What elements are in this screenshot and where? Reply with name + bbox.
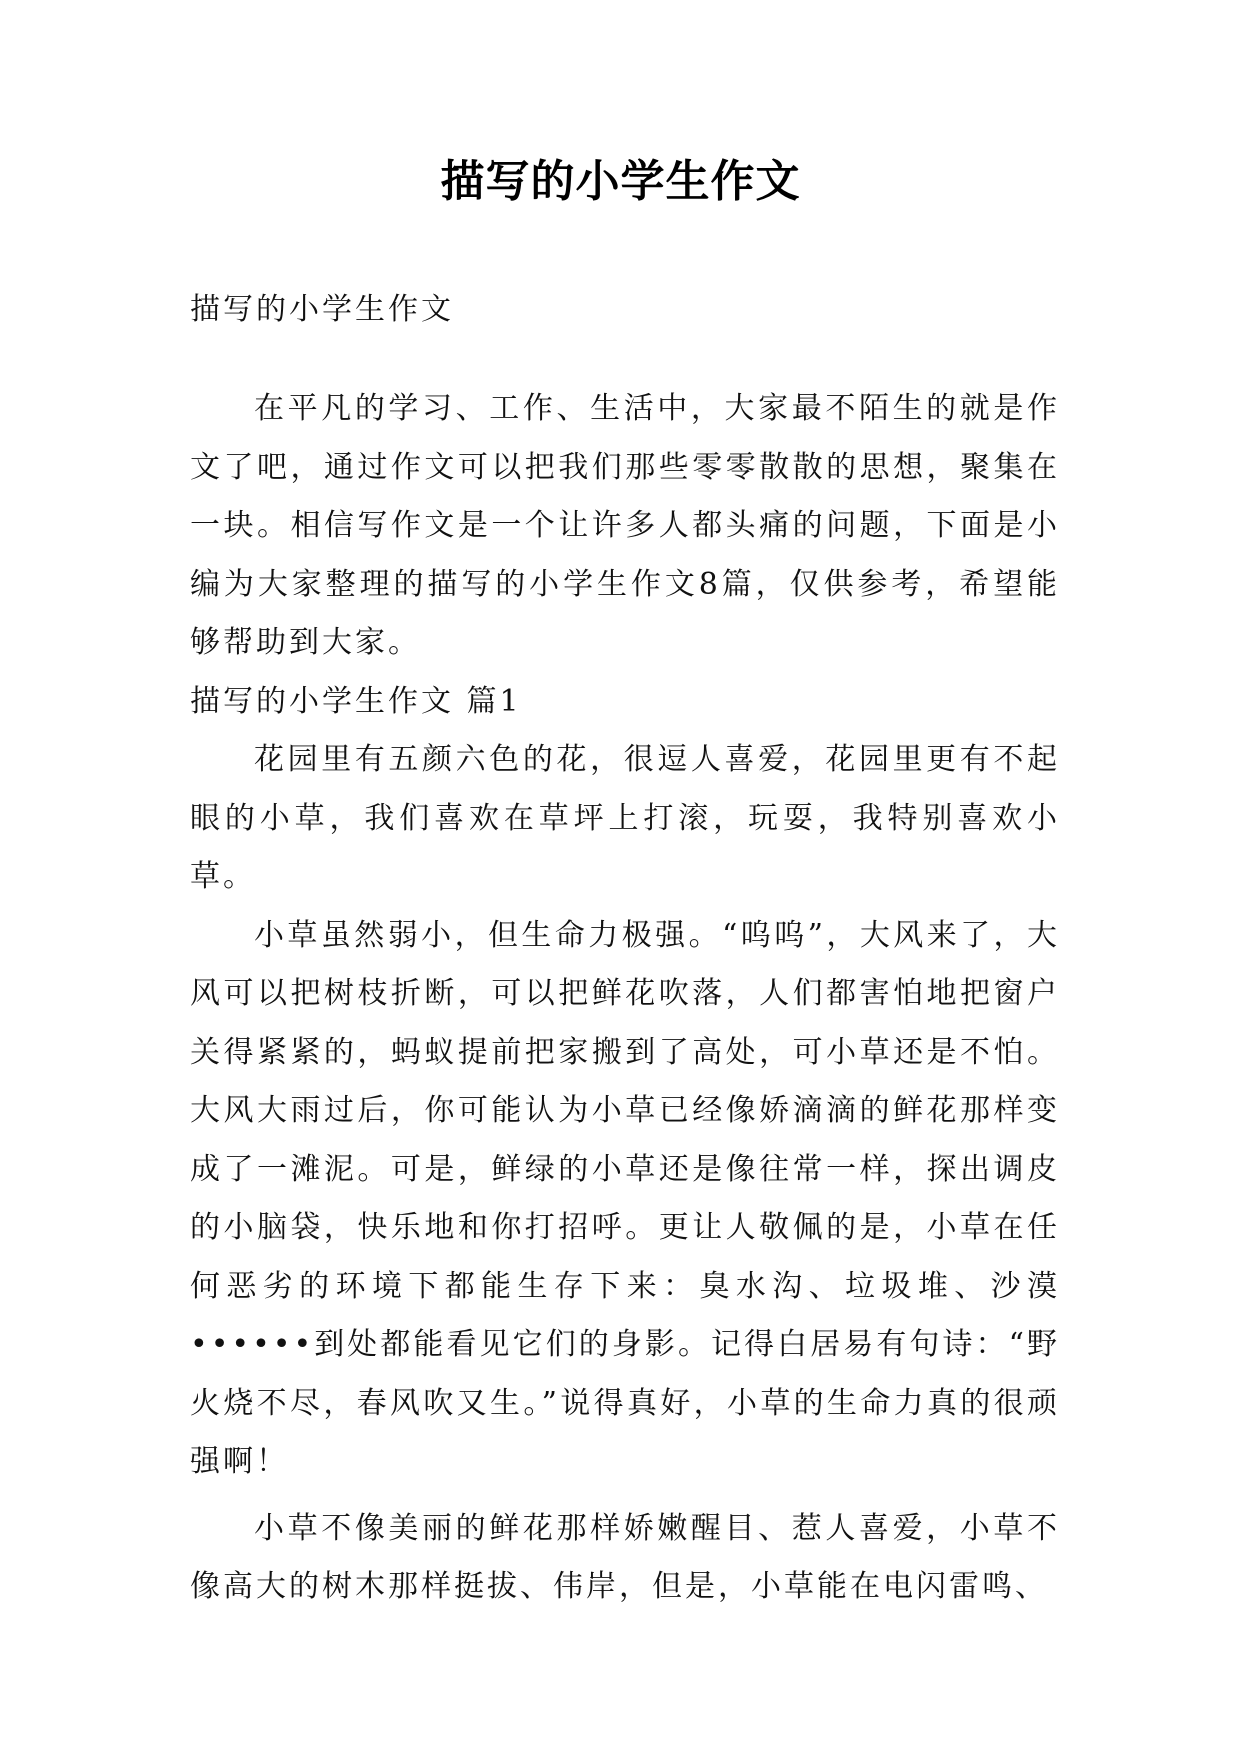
document-body <box>190 290 1060 1617</box>
intro-paragraph: 在平凡的学习、工作、生活中，大家最不陌生的就是作文了吧，通过作文可以把我们那些零零散散的思想，聚集在一块。相信写作文是一个让许多人都头痛的问题，下面是小编为大家整理的描写的小学生作文8篇，仅供参考，希望能够帮助到大家。 <box>190 391 1060 660</box>
section-heading: 描写的小学生作文 篇1 <box>190 683 522 719</box>
document-subtitle: 描写的小学生作文 <box>190 292 454 327</box>
document-title: 描写的小学生作文 <box>440 156 801 207</box>
body-paragraph-2: 小草虽然弱小，但生命力极强。“呜呜”，大风来了，大风可以把树枝折断，可以把鲜花吹落，人们都害怕地把窗户关得紧紧的，蚂蚁提前把家搬到了高处，可小草还是不怕。大风大雨过后，你可能认为小草已经像娇滴滴的鲜花那样变成了一滩泥。可是，鲜绿的小草还是像往常一样，探出调皮的小脑袋，快乐地和你打招呼。更让人敬佩的是，小草在任何恶劣的环境下都能生存下来：臭水沟、垃圾堆、沙漠••••••到处都能看见它们的身影。记得白居易有句诗：“野火烧不尽，春风吹又生。”说得真好，小草的生命力真的很顽强啊！ <box>190 917 1060 1479</box>
body-paragraph-3: 小草不像美丽的鲜花那样娇嫩醒目、惹人喜爱，小草不像高大的树木那样挺拔、伟岸，但是，小草能在电闪雷鸣、 <box>190 1510 1060 1604</box>
body-paragraph-1: 花园里有五颜六色的花，很逗人喜爱，花园里更有不起眼的小草，我们喜欢在草坪上打滚，玩耍，我特别喜欢小草。 <box>190 742 1060 894</box>
